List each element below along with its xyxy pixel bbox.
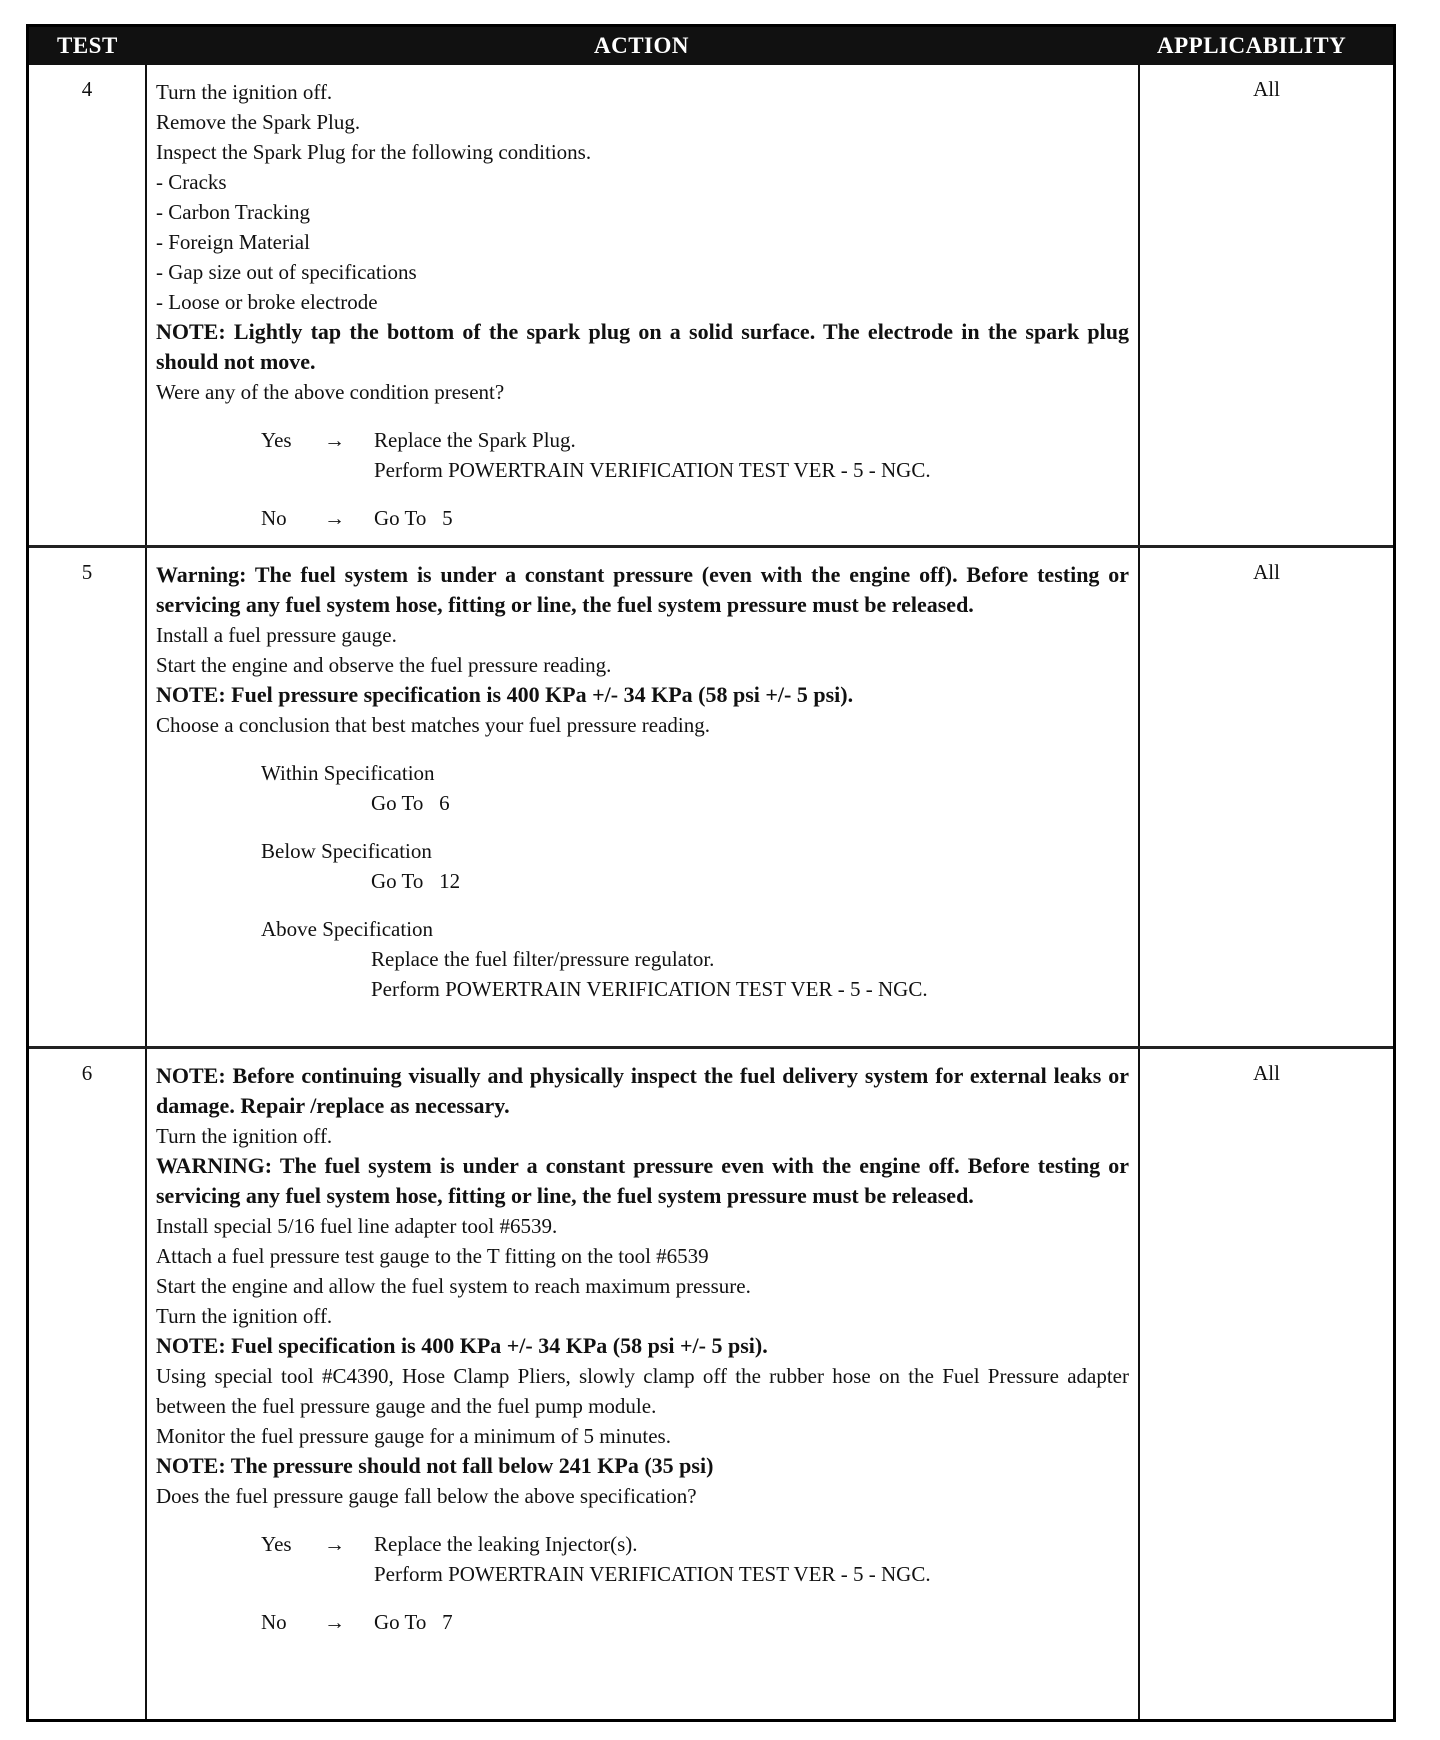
condition-item: - Foreign Material	[156, 230, 310, 254]
conclusion-below	[156, 836, 1129, 866]
condition-item: - Carbon Tracking	[156, 200, 310, 224]
conclusion-result-row	[156, 866, 1129, 896]
question-text: Were any of the above condition present?	[156, 380, 505, 404]
no-option	[156, 1607, 1129, 1637]
action-line: Install a fuel pressure gauge.	[156, 623, 397, 647]
arrow-right-icon: →	[324, 1610, 345, 1634]
conclusion-result-row	[156, 944, 1129, 974]
condition-item: - Cracks	[156, 170, 227, 194]
yes-option	[156, 425, 1129, 455]
action-line: Inspect the Spark Plug for the following conditions.	[156, 140, 592, 164]
yes-result: Replace the leaking Injector(s).	[374, 1532, 638, 1556]
no-option	[156, 503, 1129, 533]
test-number: 6	[81, 1061, 93, 1085]
conclusion-within	[156, 758, 1129, 788]
conclusion-result: Go To 6	[371, 791, 450, 815]
conclusion-result-row	[156, 974, 1129, 1004]
yes-result: Replace the Spark Plug.	[374, 428, 576, 452]
action-cell	[156, 560, 1129, 1004]
condition-item: - Gap size out of specifications	[156, 260, 417, 284]
yes-label: Yes	[261, 428, 292, 452]
no-label: No	[261, 1610, 287, 1634]
yes-result: Perform POWERTRAIN VERIFICATION TEST VER - 5 - NGC.	[374, 458, 931, 482]
table-row-test-5	[29, 548, 1393, 1049]
warning-text: WARNING: The fuel system is under a constant pressure even with the engine off. Before testing or servicing any fuel system hose, fitting or line, the fuel system pressure must be released.	[156, 1153, 1129, 1208]
conclusion-label: Below Specification	[261, 839, 432, 863]
arrow-right-icon: →	[324, 506, 345, 530]
conclusion-result: Perform POWERTRAIN VERIFICATION TEST VER - 5 - NGC.	[371, 977, 928, 1001]
header-test: TEST	[57, 33, 118, 58]
table-row-test-6	[29, 1049, 1393, 1719]
conclusion-above	[156, 914, 1129, 944]
table-header	[29, 27, 1393, 65]
yes-option-continued	[156, 1559, 1129, 1589]
action-line: Attach a fuel pressure test gauge to the T fitting on the tool #6539	[156, 1244, 709, 1268]
note-text: NOTE: Fuel pressure specification is 400 KPa +/- 34 KPa (58 psi +/- 5 psi).	[156, 682, 854, 707]
yes-option-continued	[156, 455, 1129, 485]
action-paragraph: Using special tool #C4390, Hose Clamp Pliers, slowly clamp off the rubber hose on the Fuel Pressure adapter between the fuel pressure gauge and the fuel pump module.	[156, 1364, 1129, 1418]
applicability-value: All	[1253, 77, 1280, 101]
action-line: Remove the Spark Plug.	[156, 110, 361, 134]
conclusion-label: Above Specification	[261, 917, 434, 941]
action-line: Turn the ignition off.	[156, 1124, 333, 1148]
question-text: Does the fuel pressure gauge fall below the above specification?	[156, 1484, 697, 1508]
warning-text: Warning: The fuel system is under a constant pressure (even with the engine off). Before testing or servicing any fuel system hose, fitting or line, the fuel system pressure must be released.	[156, 562, 1129, 617]
test-number: 5	[81, 560, 93, 584]
action-line: Start the engine and allow the fuel system to reach maximum pressure.	[156, 1274, 751, 1298]
no-label: No	[261, 506, 287, 530]
diagnostic-table	[26, 24, 1396, 1722]
conclusion-result-row	[156, 788, 1129, 818]
conclusion-label: Within Specification	[261, 761, 435, 785]
action-line: Turn the ignition off.	[156, 1304, 333, 1328]
conclusion-result: Go To 12	[371, 869, 461, 893]
arrow-right-icon: →	[324, 1532, 345, 1556]
action-line: Turn the ignition off.	[156, 80, 333, 104]
note-text: NOTE: Lightly tap the bottom of the spark plug on a solid surface. The electrode in the spark plug should not move.	[156, 319, 1129, 374]
no-result: Go To 5	[374, 506, 453, 530]
action-cell	[156, 77, 1129, 533]
applicability-value: All	[1253, 1061, 1280, 1085]
condition-item: - Loose or broke electrode	[156, 290, 378, 314]
applicability-value: All	[1253, 560, 1280, 584]
note-text: NOTE: The pressure should not fall below 241 KPa (35 psi)	[156, 1453, 714, 1478]
yes-label: Yes	[261, 1532, 292, 1556]
action-cell	[156, 1061, 1129, 1637]
no-result: Go To 7	[374, 1610, 453, 1634]
note-text: NOTE: Fuel specification is 400 KPa +/- 34 KPa (58 psi +/- 5 psi).	[156, 1333, 768, 1358]
question-text: Choose a conclusion that best matches your fuel pressure reading.	[156, 713, 711, 737]
yes-option	[156, 1529, 1129, 1559]
yes-result: Perform POWERTRAIN VERIFICATION TEST VER - 5 - NGC.	[374, 1562, 931, 1586]
header-applicability: APPLICABILITY	[1157, 33, 1347, 58]
action-line: Install special 5/16 fuel line adapter tool #6539.	[156, 1214, 558, 1238]
arrow-right-icon: →	[324, 428, 345, 452]
conclusion-result: Replace the fuel filter/pressure regulator.	[371, 947, 715, 971]
action-line: Monitor the fuel pressure gauge for a minimum of 5 minutes.	[156, 1424, 671, 1448]
note-text: NOTE: Before continuing visually and physically inspect the fuel delivery system for external leaks or damage. Repair /replace as necessary.	[156, 1063, 1129, 1118]
table-row-test-4	[29, 65, 1393, 548]
header-action: ACTION	[594, 33, 690, 58]
test-number: 4	[81, 77, 93, 101]
action-line: Start the engine and observe the fuel pressure reading.	[156, 653, 612, 677]
